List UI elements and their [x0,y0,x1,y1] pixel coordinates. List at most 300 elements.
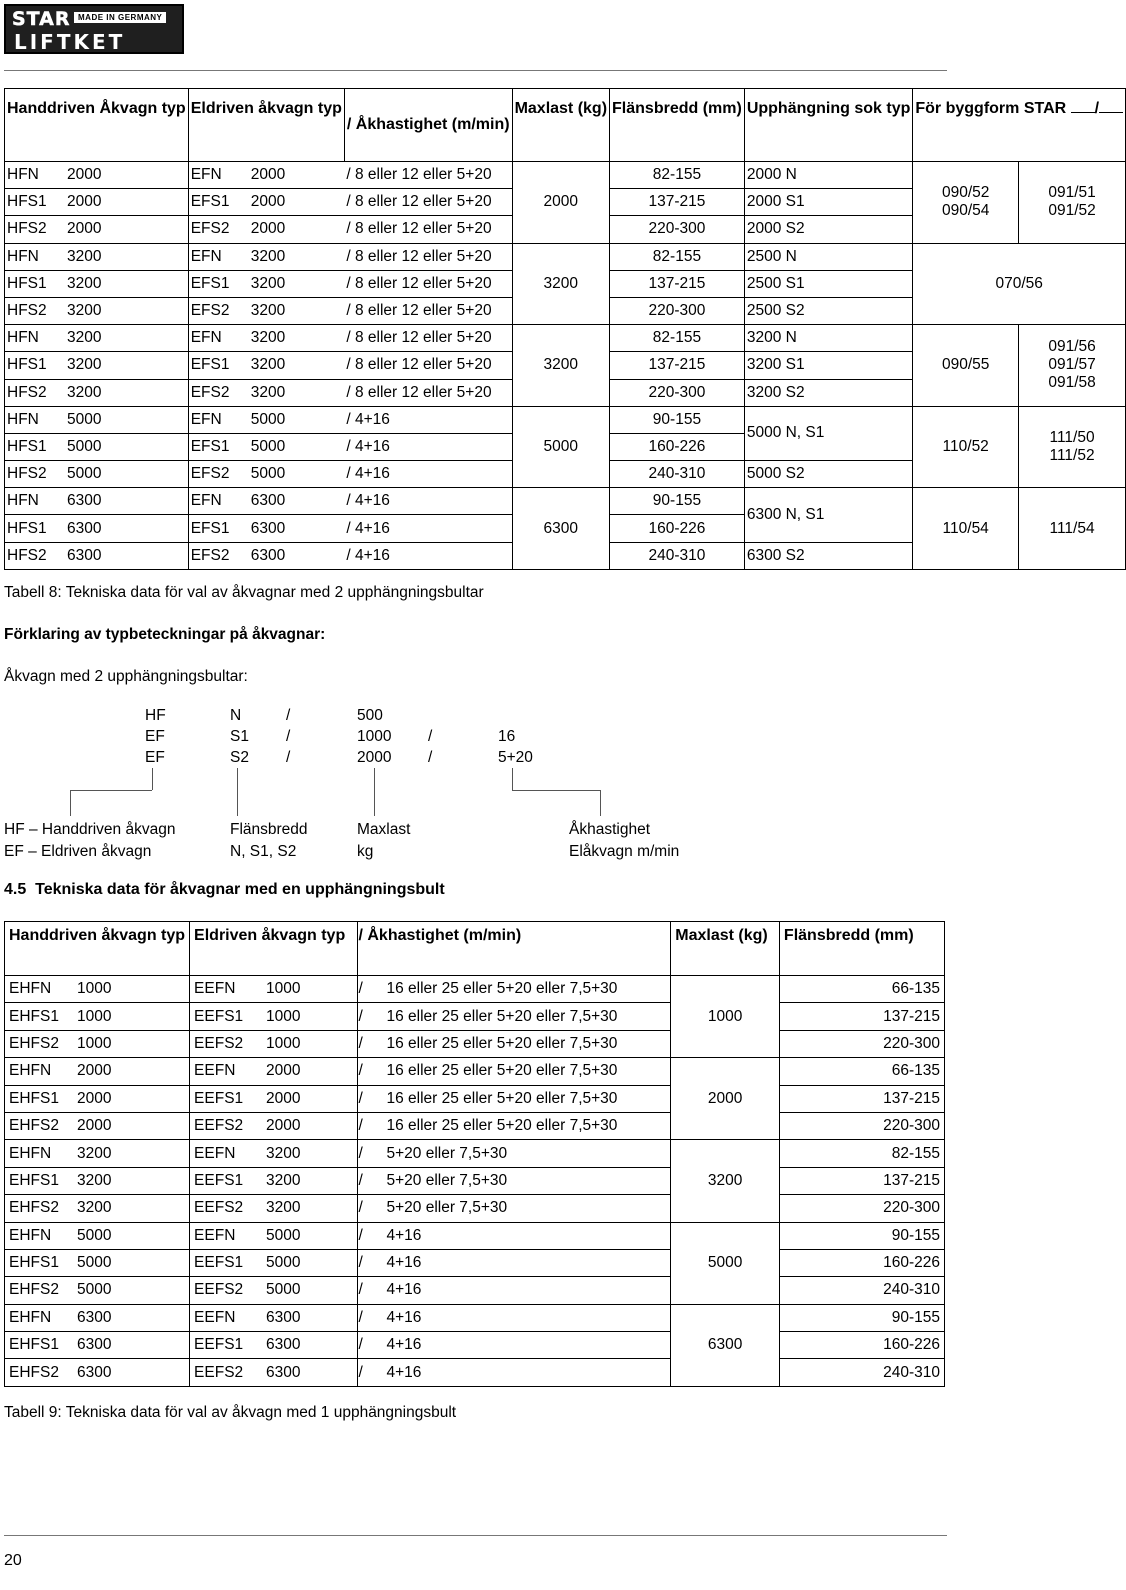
speed-sep: / [358,1254,363,1272]
manual-type [5,1359,190,1386]
electric-type-value: 5000 [250,465,286,483]
electric-type-type: EEFS1 [194,1007,244,1025]
electric-type-type: EEFS2 [194,1034,244,1052]
speed-cell: / 8 eller 12 eller 5+20 [344,162,512,189]
manual-type-type: EHFS2 [9,1281,59,1299]
maxload-cell: 3200 [512,325,609,407]
bracket-line [600,790,601,816]
electric-type-value: 6300 [266,1363,301,1381]
flange-cell: 160-226 [610,433,745,460]
table-row [5,1304,945,1331]
electric-type-value: 2000 [250,220,286,238]
suspension-cell: 5000 S2 [744,461,913,488]
speed-sep: / [358,1363,363,1381]
electric-type [190,1249,358,1276]
electric-type-value: 6300 [250,546,286,564]
flange-cell: 82-155 [779,1140,944,1167]
manual-type-value: 5000 [77,1281,112,1299]
legend-sep-2: / [286,728,291,745]
legend-sep-4: / [428,728,433,745]
manual-type-value: 3200 [77,1199,112,1217]
manual-type [5,542,189,569]
speed-cell: / 8 eller 12 eller 5+20 [344,325,512,352]
flange-cell: 137-215 [610,270,745,297]
electric-type [188,297,344,324]
electric-type [190,1195,358,1222]
legend-desc-speed: Åkhastighet [569,821,650,838]
legend-speed-16: 16 [498,728,516,745]
manual-type-type: EHFS2 [9,1199,59,1217]
electric-type [188,488,344,515]
manual-type-value: 5000 [67,437,102,455]
speed-value: 4+16 [386,1363,422,1381]
manual-type-type: HFN [7,166,39,184]
manual-type-type: HFS2 [7,465,47,483]
flange-cell: 220-300 [779,1195,944,1222]
manual-type-value: 2000 [67,166,102,184]
manual-type-value: 3200 [77,1171,112,1189]
electric-type [190,1003,358,1030]
speed-value: 5+20 eller 7,5+30 [386,1171,508,1189]
electric-type-type: EFS1 [190,193,230,211]
electric-type [188,433,344,460]
speed-cell: / 8 eller 12 eller 5+20 [344,189,512,216]
speed-cell [358,1332,671,1359]
manual-type-value: 3200 [67,329,102,347]
electric-type-type: EFN [190,410,222,428]
manual-type-type: HFS2 [7,302,47,320]
speed-value: 16 eller 25 eller 5+20 eller 7,5+30 [386,1117,618,1135]
manual-type-value: 2000 [77,1117,112,1135]
flange-cell: 137-215 [779,1167,944,1194]
manual-type-value: 5000 [77,1254,112,1272]
electric-type [188,216,344,243]
manual-type-value: 3200 [67,383,102,401]
flange-cell: 82-155 [610,162,745,189]
speed-cell [358,1030,671,1057]
speed-cell [358,1058,671,1085]
manual-type-type: HFS1 [7,437,47,455]
suspension-cell: 3200 S1 [744,352,913,379]
electric-type-type: EFS1 [190,519,230,537]
speed-sep: / [358,1171,363,1189]
table-row [5,325,1126,352]
flange-cell: 90-155 [779,1304,944,1331]
build-value: 111/52 [1049,446,1095,464]
electric-type-value: 6300 [266,1308,301,1326]
table-row [5,1332,945,1359]
manual-type-value: 1000 [77,1007,112,1025]
legend-subtitle: Åkvagn med 2 upphängningsbultar: [4,668,248,685]
speed-cell [358,1359,671,1386]
table-row [5,1112,945,1139]
bracket-line [70,790,71,816]
electric-type-type: EFS2 [190,546,230,564]
speed-value: 4+16 [386,1336,422,1354]
manual-type [5,515,189,542]
speed-cell [358,1304,671,1331]
electric-type-value: 6300 [266,1336,301,1354]
legend-desc-load-sub: kg [357,843,374,860]
section-number: 4.5 [4,881,27,898]
manual-type-type: EHFS2 [9,1117,59,1135]
manual-type-value: 6300 [67,519,102,537]
electric-type-value: 3200 [266,1199,301,1217]
speed-cell [358,1140,671,1167]
electric-type [190,1222,358,1249]
electric-type-type: EFN [190,247,222,265]
build-merged-cell: 070/56 [913,243,1126,325]
bracket-line [374,768,375,816]
manual-type [5,1222,190,1249]
maxload-cell: 5000 [512,406,609,488]
electric-type-value: 5000 [266,1226,301,1244]
speed-sep: / [358,1336,363,1354]
manual-type-value: 5000 [67,410,102,428]
maxload-cell: 6300 [671,1304,780,1386]
manual-type-value: 1000 [77,980,112,998]
table-row [5,1085,945,1112]
electric-type [188,325,344,352]
electric-type-type: EEFS2 [194,1117,244,1135]
maxload-cell: 2000 [512,162,609,244]
flange-cell: 240-310 [610,542,745,569]
legend-desc-flange: Flänsbredd [230,821,308,838]
suspension-cell: 2500 N [744,243,913,270]
manual-type [5,189,189,216]
header-build [913,89,1126,162]
manual-type-type: HFS1 [7,356,47,374]
table-9-caption: Tabell 9: Tekniska data för val av åkvagn med 1 upphängningsbult [4,1404,457,1421]
electric-type-value: 3200 [250,356,286,374]
table-8-header-row [5,89,1126,162]
manual-type-value: 5000 [77,1226,112,1244]
bracket-line [512,768,513,790]
manual-type-value: 3200 [67,274,102,292]
header-maxload: Maxlast (kg) [671,922,780,976]
electric-type [190,1304,358,1331]
manual-type-type: HFN [7,329,39,347]
electric-type-value: 1000 [266,1034,301,1052]
electric-type-value: 2000 [250,166,286,184]
speed-sep: / [358,1007,363,1025]
build-left-cell: 090/55 [913,325,1019,407]
speed-sep: / [358,1308,363,1326]
electric-type-type: EEFS1 [194,1089,244,1107]
manual-type-type: EHFS2 [9,1034,59,1052]
electric-type-value: 1000 [266,980,301,998]
manual-type [5,433,189,460]
maxload-cell: 6300 [512,488,609,570]
electric-type [188,162,344,189]
flange-cell: 137-215 [610,352,745,379]
manual-type [5,488,189,515]
speed-sep: / [358,1117,363,1135]
electric-type [188,352,344,379]
page-number: 20 [4,1552,22,1569]
suspension-cell: 2000 N [744,162,913,189]
electric-type-value: 5000 [250,437,286,455]
electric-type-type: EEFS2 [194,1281,244,1299]
manual-type-type: HFS2 [7,383,47,401]
table-8-body [5,162,1126,570]
manual-type-value: 5000 [67,465,102,483]
electric-type [190,976,358,1003]
build-value: 091/52 [1048,202,1096,220]
suspension-cell: 3200 N [744,325,913,352]
flange-cell: 90-155 [610,406,745,433]
speed-value: 4+16 [386,1226,422,1244]
speed-cell: / 4+16 [344,406,512,433]
speed-sep: / [358,1062,363,1080]
legend-desc-flange-sub: N, S1, S2 [230,843,297,860]
flange-cell: 220-300 [610,379,745,406]
manual-type-value: 6300 [77,1336,112,1354]
speed-sep: / [358,1226,363,1244]
legend-load-500: 500 [357,707,383,724]
manual-type-value: 2000 [67,220,102,238]
table-8-caption: Tabell 8: Tekniska data för val av åkvagnar med 2 upphängningsbultar [4,584,484,601]
flange-cell: 160-226 [779,1249,944,1276]
manual-type [5,352,189,379]
electric-type-value: 2000 [266,1089,301,1107]
suspension-cell: 6300 N, S1 [744,488,913,542]
table-row [5,1167,945,1194]
flange-cell: 66-135 [779,1058,944,1085]
manual-type-type: HFN [7,247,39,265]
legend-flange-s1: S1 [230,728,249,745]
electric-type [190,1058,358,1085]
suspension-cell: 6300 S2 [744,542,913,569]
manual-type-value: 2000 [67,193,102,211]
build-left-cell [913,162,1019,244]
electric-type-value: 3200 [266,1144,301,1162]
electric-type-type: EFS2 [190,220,230,238]
manual-type-value: 3200 [67,247,102,265]
electric-type-type: EEFS2 [194,1363,244,1381]
manual-type-value: 2000 [77,1089,112,1107]
electric-type-type: EFS1 [190,274,230,292]
electric-type [190,1030,358,1057]
manual-type-type: HFS2 [7,546,47,564]
suspension-cell: 2500 S1 [744,270,913,297]
logo-star-text: STAR [12,8,71,30]
build-value: 091/56 [1048,338,1096,356]
speed-cell [358,1167,671,1194]
speed-cell: / 8 eller 12 eller 5+20 [344,352,512,379]
manual-type-type: HFS1 [7,193,47,211]
electric-type [188,515,344,542]
flange-cell: 160-226 [779,1332,944,1359]
speed-cell: / 8 eller 12 eller 5+20 [344,297,512,324]
manual-type-value: 2000 [77,1062,112,1080]
manual-type-value: 6300 [77,1363,112,1381]
speed-sep: / [358,1281,363,1299]
manual-type-type: EHFS1 [9,1089,59,1107]
build-right-cell [1019,325,1126,407]
electric-type [190,1359,358,1386]
speed-cell [358,1195,671,1222]
speed-cell [358,1003,671,1030]
electric-type-value: 6300 [250,519,286,537]
table-9-body [5,976,945,1387]
manual-type-type: EHFN [9,1308,52,1326]
table-row [5,1140,945,1167]
legend-code-ef2: EF [145,749,165,766]
electric-type-type: EFN [190,166,222,184]
manual-type [5,216,189,243]
electric-type-value: 3200 [250,274,286,292]
speed-cell: / 8 eller 12 eller 5+20 [344,216,512,243]
speed-value: 16 eller 25 eller 5+20 eller 7,5+30 [386,1034,618,1052]
flange-cell: 137-215 [779,1003,944,1030]
table-row [5,1222,945,1249]
electric-type-type: EEFN [194,1308,236,1326]
flange-cell: 90-155 [610,488,745,515]
flange-cell: 82-155 [610,243,745,270]
electric-type-type: EFS2 [190,383,230,401]
bracket-line [237,768,238,816]
legend-desc-speed-sub: Elåkvagn m/min [569,843,680,860]
manual-type-type: EHFN [9,1144,52,1162]
maxload-cell: 3200 [512,243,609,325]
electric-type-value: 3200 [266,1171,301,1189]
header-suspension: Upphängning sok typ [744,89,913,162]
speed-value: 4+16 [386,1254,422,1272]
electric-type [190,1085,358,1112]
electric-type [190,1167,358,1194]
electric-type-type: EFS1 [190,356,230,374]
manual-type [5,406,189,433]
electric-type [188,461,344,488]
speed-sep: / [358,1144,363,1162]
electric-type-type: EFS1 [190,437,230,455]
header-flange: Flänsbredd (mm) [779,922,944,976]
flange-cell: 220-300 [779,1030,944,1057]
manual-type [5,1140,190,1167]
electric-type-value: 3200 [250,247,286,265]
electric-type-type: EEFN [194,1144,236,1162]
header-manual: Handdriven Åkvagn typ [5,89,189,162]
manual-type [5,1195,190,1222]
header-maxload: Maxlast (kg) [512,89,609,162]
manual-type [5,461,189,488]
electric-type [188,270,344,297]
electric-type-type: EEFS1 [194,1171,244,1189]
manual-type [5,1304,190,1331]
build-left-cell: 110/54 [913,488,1019,570]
speed-value: 5+20 eller 7,5+30 [386,1144,508,1162]
legend-flange-n: N [230,707,242,724]
manual-type-type: EHFS1 [9,1171,59,1189]
manual-type-value: 3200 [77,1144,112,1162]
electric-type-type: EEFS2 [194,1199,244,1217]
speed-cell: / 4+16 [344,542,512,569]
manual-type-value: 6300 [67,492,102,510]
table-row [5,162,1126,189]
speed-value: 4+16 [386,1281,422,1299]
legend-desc-ef: EF – Eldriven åkvagn [4,843,152,860]
header-electric: Eldriven åkvagn typ [190,922,358,976]
electric-type [188,243,344,270]
bracket-line [70,790,152,791]
speed-value: 16 eller 25 eller 5+20 eller 7,5+30 [386,1007,618,1025]
manual-type [5,1058,190,1085]
flange-cell: 220-300 [610,297,745,324]
legend-code-hf: HF [145,707,166,724]
electric-type-value: 2000 [266,1062,301,1080]
speed-value: 5+20 eller 7,5+30 [386,1199,508,1217]
manual-type-value: 1000 [77,1034,112,1052]
manual-type-value: 6300 [77,1308,112,1326]
speed-value: 16 eller 25 eller 5+20 eller 7,5+30 [386,980,618,998]
header-divider [4,70,947,71]
table-row [5,1058,945,1085]
electric-type-value: 6300 [250,492,286,510]
manual-type [5,379,189,406]
speed-cell [358,1222,671,1249]
manual-type-value: 6300 [67,546,102,564]
table-row [5,243,1126,270]
flange-cell: 137-215 [779,1085,944,1112]
logo-liftket-text: LIFTKET [14,30,126,54]
electric-type-type: EEFN [194,980,236,998]
table-row [5,488,1126,515]
suspension-cell: 2000 S2 [744,216,913,243]
legend-load-2000: 2000 [357,749,392,766]
speed-cell: / 8 eller 12 eller 5+20 [344,270,512,297]
header-manual: Handdriven åkvagn typ [5,922,190,976]
table-row [5,1003,945,1030]
manual-type-type: HFS1 [7,519,47,537]
electric-type-type: EEFS1 [194,1336,244,1354]
speed-cell [358,1085,671,1112]
logo-made-in-text: MADE IN GERMANY [74,12,166,23]
speed-cell [358,976,671,1003]
build-blank-1 [1071,100,1095,113]
flange-cell: 240-310 [779,1277,944,1304]
electric-type-type: EFN [190,329,222,347]
build-value: 091/51 [1048,184,1096,202]
speed-sep: / [358,1199,363,1217]
table-row [5,1249,945,1276]
speed-cell: / 4+16 [344,488,512,515]
electric-type-value: 2000 [266,1117,301,1135]
suspension-cell: 2000 S1 [744,189,913,216]
manual-type-type: HFS1 [7,274,47,292]
electric-type [188,379,344,406]
table-8 [4,88,1126,570]
header-electric: Eldriven åkvagn typ [188,89,344,162]
manual-type-type: HFS2 [7,220,47,238]
electric-type [188,406,344,433]
legend-code-ef: EF [145,728,165,745]
manual-type [5,1332,190,1359]
electric-type-type: EEFN [194,1226,236,1244]
electric-type [190,1277,358,1304]
legend-desc-hf: HF – Handdriven åkvagn [4,821,176,838]
suspension-cell: 3200 S2 [744,379,913,406]
build-value: 091/58 [1048,374,1096,392]
electric-type-type: EEFS1 [194,1254,244,1272]
flange-cell: 240-310 [779,1359,944,1386]
electric-type-value: 1000 [266,1007,301,1025]
footer-divider [4,1535,947,1536]
manual-type [5,162,189,189]
manual-type [5,1085,190,1112]
electric-type-value: 5000 [266,1281,301,1299]
manual-type-value: 3200 [67,356,102,374]
